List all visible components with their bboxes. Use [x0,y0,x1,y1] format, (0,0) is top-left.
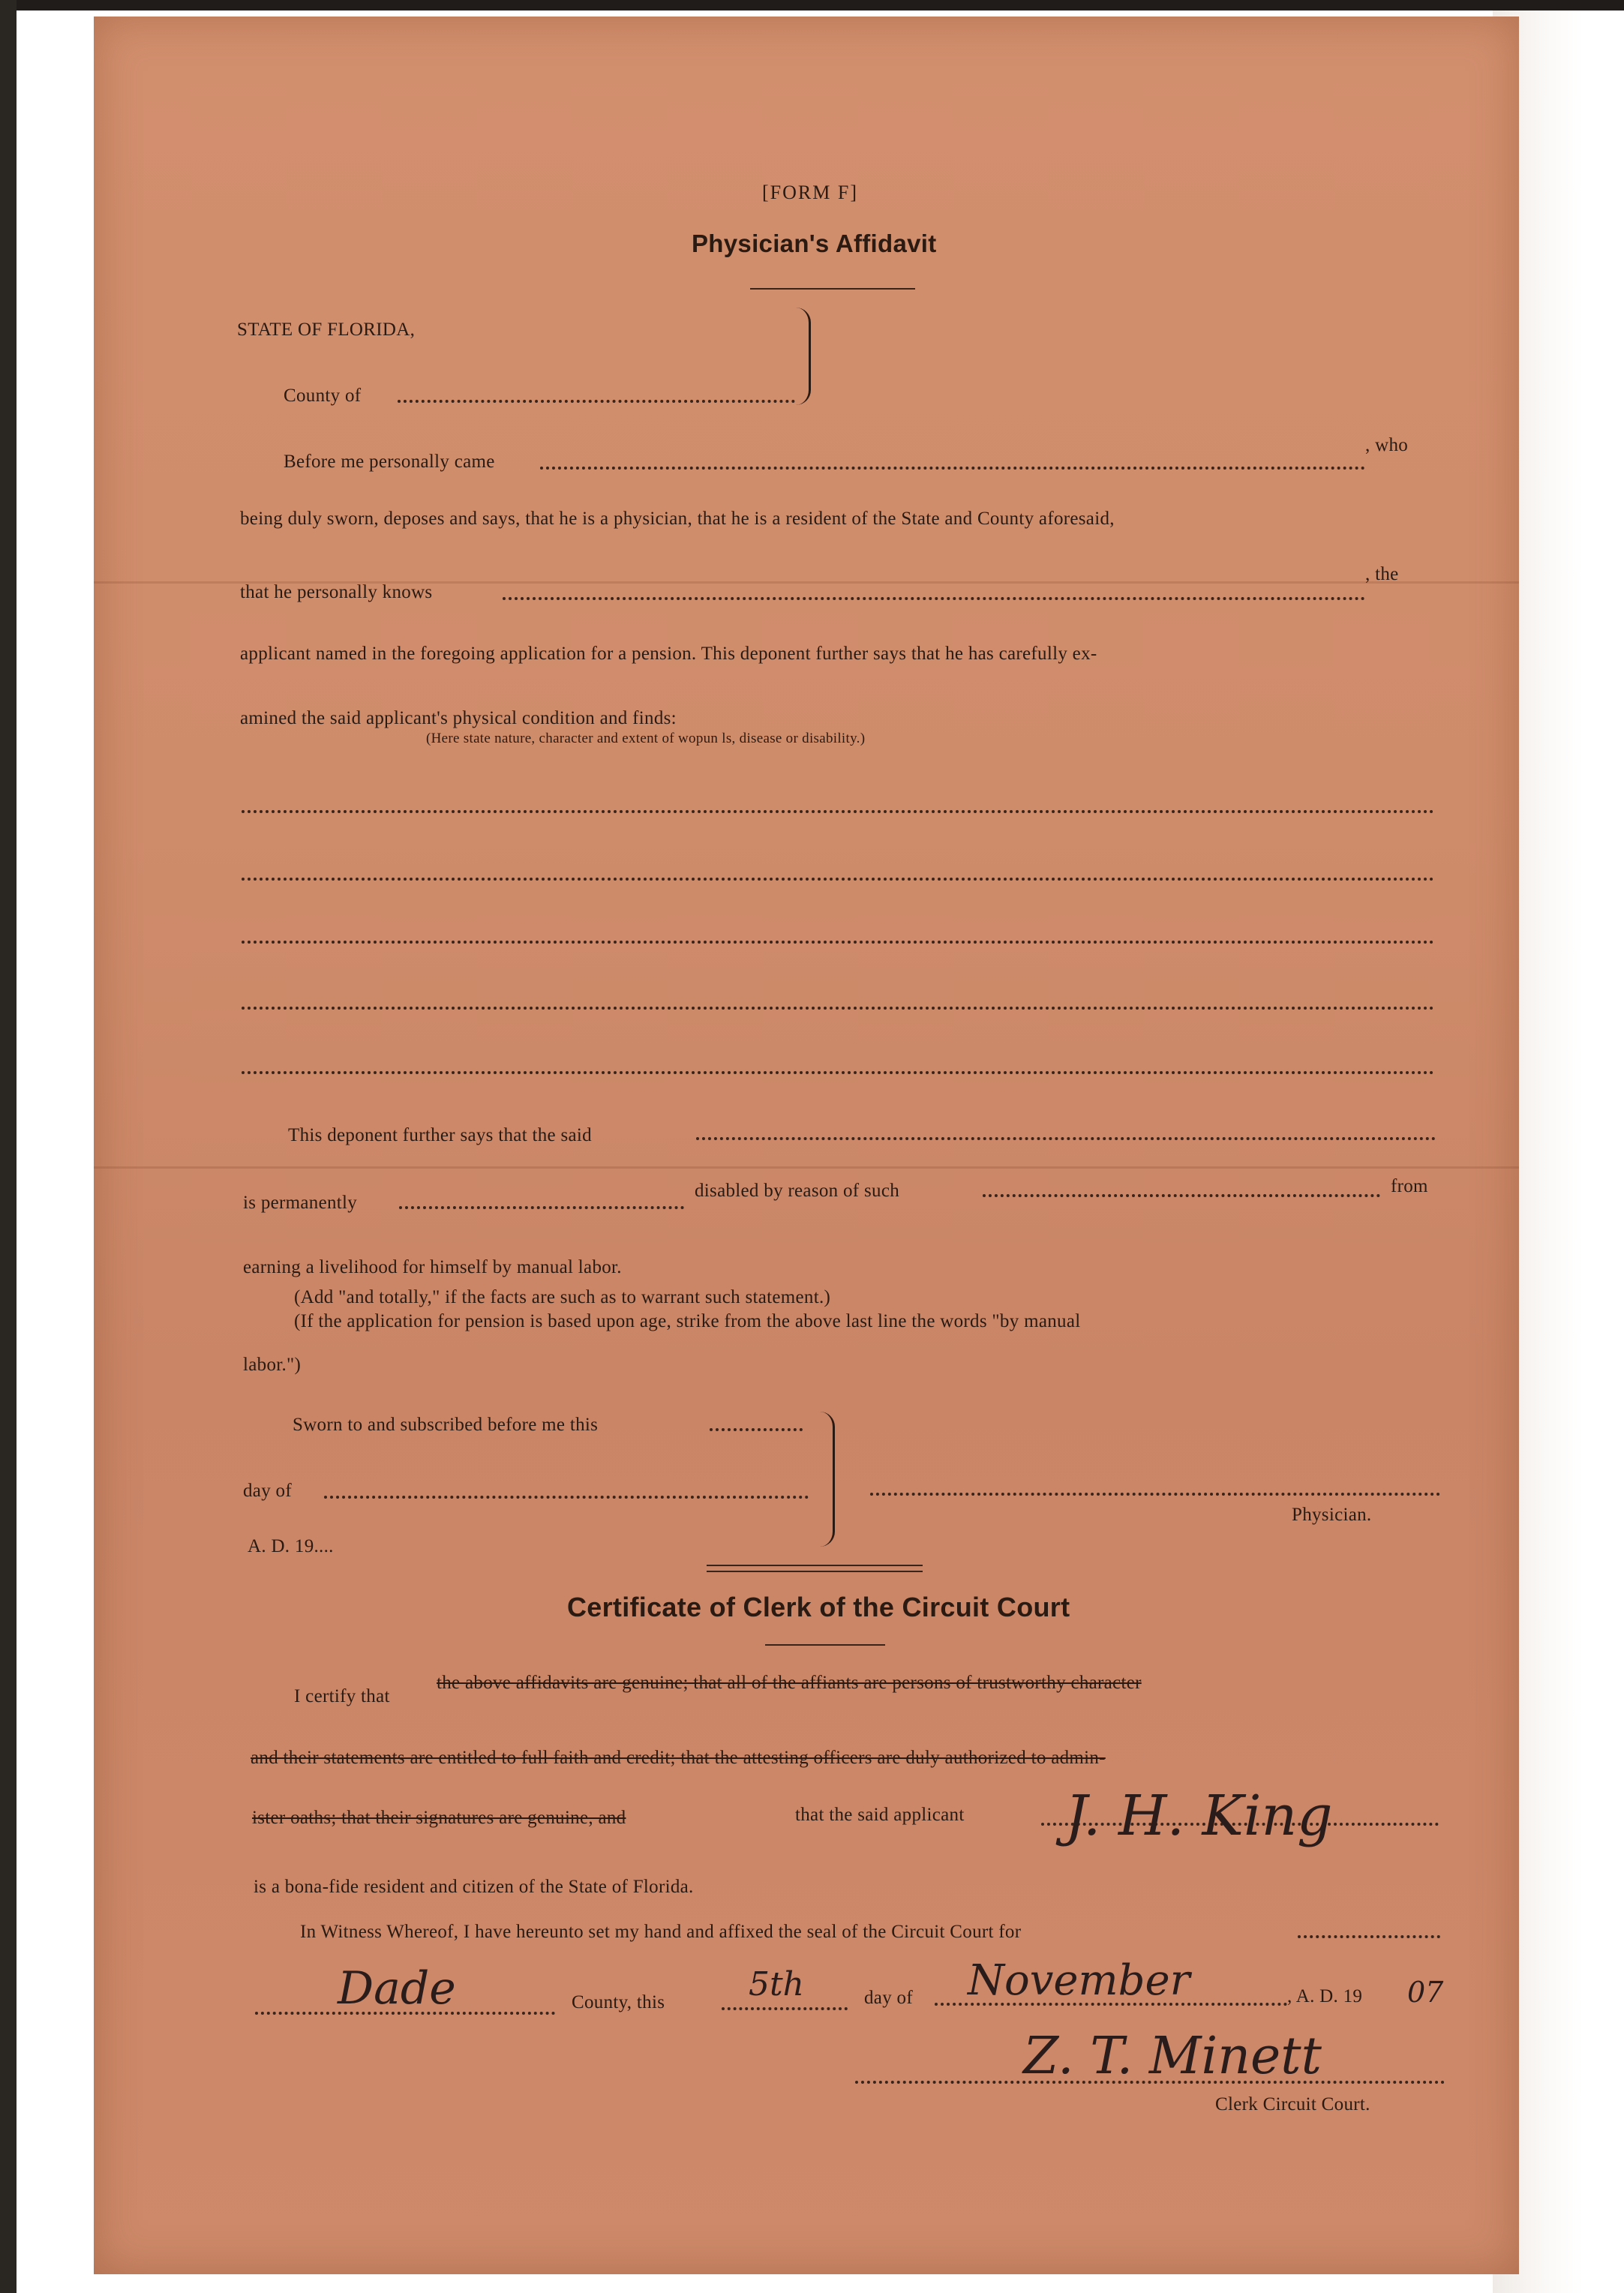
certificate-title: Certificate of Clerk of the Circuit Court [567,1592,1070,1622]
examined-line: amined the said applicant's physical condition and finds: [240,708,677,728]
if-age-note: (If the application for pension is based upon age, strike from the above last line the words "by manual [294,1311,1081,1331]
struck-clause-3: ister oaths; that their signatures are genuine, and [252,1808,626,1828]
divider-rule [707,1571,923,1572]
said-blank [696,1137,1436,1140]
certify-text: I certify that [294,1686,390,1706]
certificate-title-rule [765,1644,885,1646]
form-label: [FORM F] [762,182,858,203]
county-this-text: County, this [572,1992,665,2012]
labor-close-note: labor.") [243,1355,302,1375]
physician-label: Physician. [1292,1505,1372,1525]
before-me-text: Before me personally came [284,452,495,472]
sworn-to-text: Sworn to and subscribed before me this [293,1415,599,1435]
ad-year-text: A. D. 19.... [248,1536,334,1556]
clerk-signature: Z. T. Minett [1023,2027,1322,2086]
here-state-note: (Here state nature, character and extent of wopun ls, disease or disability.) [426,731,866,746]
bona-fide-line: is a bona-fide resident and citizen of the State of Florida. [254,1877,694,1897]
divider-rule [707,1565,923,1566]
permanently-text: is permanently [243,1193,358,1213]
page-title: Physician's Affidavit [692,230,937,257]
findings-line-4 [242,1007,1434,1010]
county-blank [398,400,795,403]
who-text: , who [1365,435,1409,455]
degree-blank [399,1206,684,1209]
applicant-line: applicant named in the foregoing application for a pension. This deponent further says that he has carefully ex- [240,644,1097,664]
day-of-text: day of [243,1481,292,1501]
cert-day-of-text: day of [864,1988,913,2008]
physician-signature-line [870,1493,1440,1496]
applicant-blank [503,597,1365,600]
county-handwriting: Dade [338,1962,456,2015]
disability-blank [983,1194,1380,1197]
findings-line-2 [242,878,1434,881]
the-text: , the [1365,564,1399,584]
cert-ad-text: , A. D. 19 [1287,1986,1363,2006]
struck-clause-1: the above affidavits are genuine; that all of the affiants are persons of trustworthy character [437,1673,1142,1693]
struck-clause-2: and their statements are entitled to full faith and credit; that the attesting officers are duly authorized to admin- [251,1748,1106,1768]
month-blank [324,1496,809,1499]
month-handwriting: November [968,1956,1190,2005]
findings-line-5 [242,1071,1434,1074]
findings-line-1 [242,810,1434,813]
scan-border-top [0,0,1624,11]
findings-line-3 [242,941,1434,944]
applicant-handwriting: J. H. King [1065,1784,1333,1848]
clerk-label: Clerk Circuit Court. [1215,2094,1370,2114]
year-handwriting: 07 [1407,1976,1444,2009]
jurat-brace [815,1412,835,1547]
state-label: STATE OF FLORIDA, [237,320,416,340]
day-handwriting: 5th [749,1965,805,2003]
court-blank [1298,1935,1440,1938]
day-blank [722,2007,848,2010]
county-label: County of [284,386,362,406]
witness-line: In Witness Whereof, I have hereunto set my hand and affixed the seal of the Circuit Court for [300,1922,1022,1942]
venue-brace [794,308,811,405]
sworn-line: being duly sworn, deposes and says, that he is a physician, that he is a resident of the State and County aforesaid, [240,509,1115,529]
day-number-blank [710,1428,803,1431]
livelihood-line: earning a livelihood for himself by manual labor. [243,1257,622,1277]
from-text: from [1391,1176,1428,1196]
knows-text: that he personally knows [240,582,433,602]
scan-border-left [0,0,17,2293]
title-rule [750,288,915,290]
said-applicant-text: that the said applicant [795,1805,965,1825]
add-totally-note: (Add "and totally," if the facts are such as to warrant such statement.) [294,1287,831,1307]
fold-line [94,1166,1519,1169]
affiant-blank [540,467,1365,470]
disabled-text: disabled by reason of such [695,1181,900,1201]
deponent-text: This deponent further says that the said [288,1125,592,1145]
